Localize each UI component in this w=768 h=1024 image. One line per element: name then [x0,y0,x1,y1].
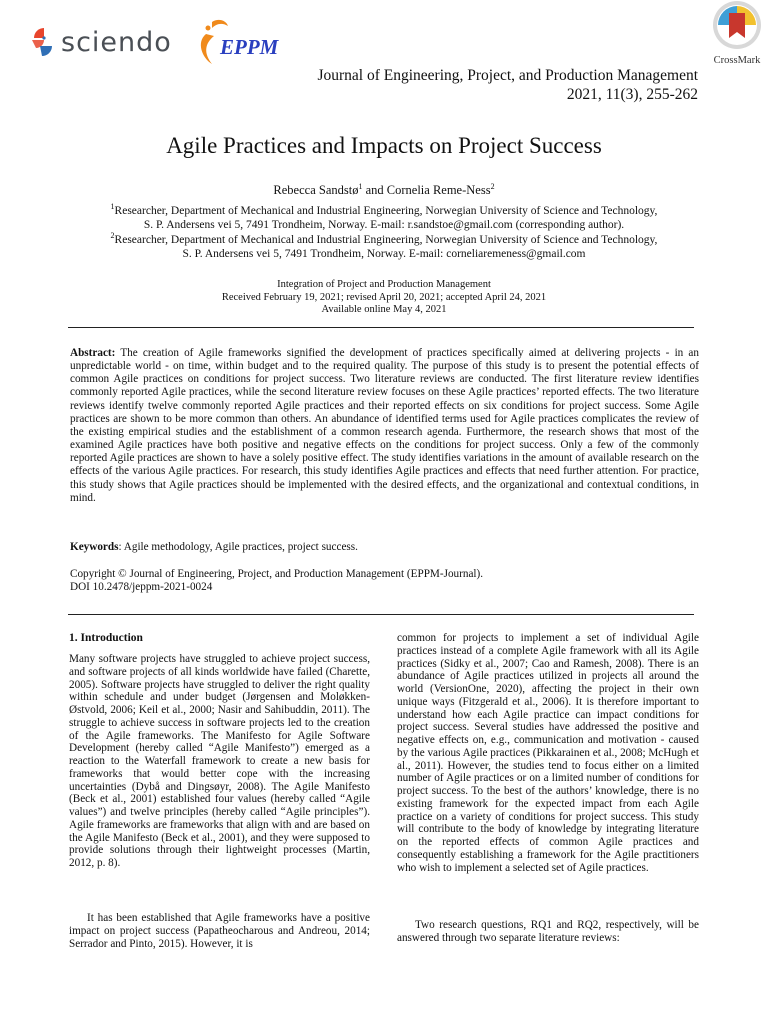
author-affiliation-mark: 2 [490,182,495,191]
copyright-notice: Copyright © Journal of Engineering, Project, and Production Management (EPPM-Journal). [70,568,484,580]
keywords-label: Keywords [70,541,119,553]
affiliation-line: S. P. Andersens vei 5, 7491 Trondheim, Norway. E-mail: corneliaremeness@gmail.com [182,248,586,261]
crossmark-badge[interactable] [706,0,768,64]
body-paragraph: Two research questions, RQ1 and RQ2, respectively, will be answered through two separate literature reviews: [397,919,699,944]
divider [68,614,694,615]
crossmark-icon [712,0,762,50]
online-date: Available online May 4, 2021 [321,304,447,315]
eppm-wordmark: EPPM [220,35,279,59]
author-list [0,182,768,198]
keywords [70,541,358,553]
journal-volume: 2021, 11(3), 255-262 [566,86,698,103]
keywords-text: : Agile methodology, Agile practices, project success. [118,541,358,553]
divider [68,327,694,328]
affiliation-line: Researcher, Department of Mechanical and Industrial Engineering, Norwegian University of Science and Technology, [114,233,658,246]
paper-title: Agile Practices and Impacts on Project Success [166,133,602,158]
eppm-logo-icon [192,14,292,70]
body-paragraph: common for projects to implement a set of individual Agile practices instead of a complete Agile framework with all its Agile practices (Sidky et al., 2007; Cao and Ramesh, 2008). There is an abundance of Agile practices utilized in projects all around the world (VersionOne, 2020), affecting the project in their own unique ways (Fitzgerald et al., 2006). It is therefore important to understand how each Agile practice can impact conditions for project success. Several studies have addressed the positive and negative effects on, e.g., communication and motivation - caused by the various Agile practices (Pikkarainen et al., 2008; McHugh et al., 2011). However, the studies tend to focus either on a limited number of Agile practices or on a limited number of conditions for project success. To the best of the authors’ knowledge, there is no existing framework for the expected impact from each Agile practice on a variety of conditions for project success. This study will contribute to the body of knowledge by integrating literature on the reported effects of common Agile practices and consequently establishing a framework for the Agile practitioners who wish to implement a selected set of Agile practices. [397,632,699,874]
author-affiliation-mark: 1 [358,182,363,191]
sciendo-wordmark: sciendo [61,26,172,58]
affiliation-mark: 2 [110,231,115,240]
article-section: Integration of Project and Production Management [277,279,491,290]
abstract-text: The creation of Agile frameworks signified the development of practices specifically aimed at delivering projects - in an unpredictable world - on time, within budget and to the required quality. The purpose of this study is to present the potential effects of common Agile practices on conditions for project success. Two literature reviews are conducted. The first literature review identifies commonly reported Agile practices, while the second literature review focuses on these Agile practices’ reported effects. The two literature reviews identify twelve commonly reported Agile practices and their reported effects on six conditions for project success. Some Agile practices are shown to be more common than others. An abundance of identified terms used for Agile practices complicates the review of the existing empirical studies and the establishment of a common research agenda. Furthermore, the research shows that most of the examined Agile practices have both positive and negative effects on the conditions for project success. Only a few of the commonly reported Agile practices are shown to have a solely positive effect. The study identifies variations in the amount of available research on the effects of the various Agile practices. For research, this study identifies Agile practices and effects that need further attention. For practice, this study shows that Agile practices should be implemented with the desired effects, and the organizational and contextual conditions, in mind. [70,347,699,504]
author-connector: and [362,183,387,198]
eppm-logo [192,14,292,70]
affiliation-line: Researcher, Department of Mechanical and Industrial Engineering, Norwegian University of Science and Technology, [114,204,658,217]
author-name: Rebecca Sandstø [273,183,359,198]
doi[interactable]: DOI 10.2478/jeppm-2021-0024 [70,581,213,593]
affiliation-mark: 1 [110,202,115,211]
article-dates: Received February 19, 2021; revised April 20, 2021; accepted April 24, 2021 [221,292,547,303]
body-paragraph: Many software projects have struggled to achieve project success, and software projects of all kinds worldwide have failed (Charette, 2005). Software projects have struggled to deliver the right quality within schedule and under budget (Jørgensen and Moløkken-Østvold, 2006; Keil et al., 2000; Nasir and Sahibuddin, 2011). The struggle to achieve success in software projects led to the creation of the Agile frameworks. The Manifesto for Agile Software Development (hereby called “Agile Manifesto”) emerged as a reaction to the Waterfall framework to create a new basis for frameworks that would better cope with the increasing uncertainties (Dybå and Dingsøyr, 2008). The Agile Manifesto (Beck et al., 2001) established four values (hereby called “Agile values”) and twelve principles (hereby called “Agile principles”). Agile frameworks are frameworks that align with and are based on the Agile Manifesto (Beck et al., 2001), and they were supposed to provide solutions through their lightweight processes (Martin, 2012, p. 8). [69,653,370,869]
sciendo-logo-icon [30,26,54,58]
section-heading: 1. Introduction [69,632,143,644]
abstract-label: Abstract: [70,347,116,359]
affiliation-line: S. P. Andersens vei 5, 7491 Trondheim, Norway. E-mail: r.sandstoe@gmail.com (corresponding author). [143,219,625,232]
body-paragraph: It has been established that Agile frameworks have a positive impact on project success (Papatheocharous and Andreou, 2014; Serrador and Pinto, 2015). However, it is [69,912,370,950]
author-name: Cornelia Reme-Ness [386,183,491,198]
affiliation [60,229,708,262]
abstract [70,347,699,505]
affiliation [60,200,708,233]
crossmark-label: CrossMark [713,55,761,66]
journal-name: Journal of Engineering, Project, and Production Management [317,67,698,84]
sciendo-logo [30,26,172,58]
